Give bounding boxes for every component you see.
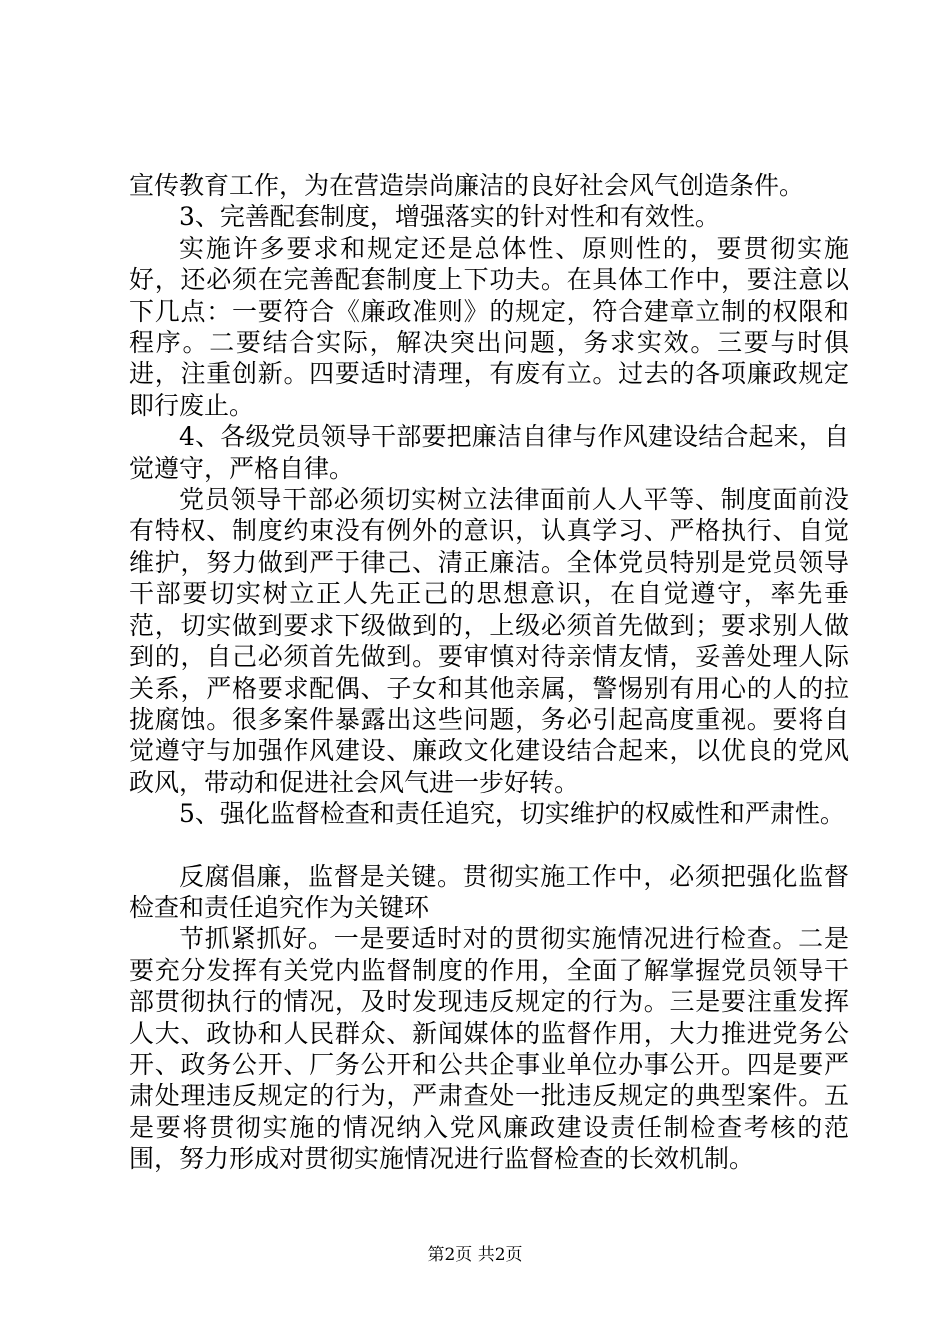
page-number-footer: 第2页 共2页 [427,1245,523,1265]
body-paragraph: 党员领导干部必须切实树立法律面前人人平等、制度面前没有特权、制度约束没有例外的意识，认真学习、严格执行、自觉维护，努力做到严于律己、清正廉洁。全体党员特别是党员领导干部要切实树立正人先正己的思想意识，在自觉遵守，率先垂范，切实做到要求下级做到的，上级必须首先做到；要求别人做到的，自己必须首先做到。要审慎对待亲情友情，妥善处理人际关系，严格要求配偶、子女和其他亲属，警惕别有用心的人的拉拢腐蚀。很多案件暴露出这些问题，务必引起高度重视。要将自觉遵守与加强作风建设、廉政文化建设结合起来，以优良的党风政风，带动和促进社会风气进一步好转。 [129,485,849,797]
body-paragraph: 4、各级党员领导干部要把廉洁自律与作风建设结合起来，自觉遵守，严格自律。 [129,422,849,483]
body-paragraph: 3、完善配套制度，增强落实的针对性和有效性。 [179,202,720,232]
document-body [129,170,849,1175]
body-paragraph: 节抓紧抓好。一是要适时对的贯彻实施情况进行检查。二是要充分发挥有关党内监督制度的作用，全面了解掌握党员领导干部贯彻执行的情况，及时发现违反规定的行为。三是要注重发挥人大、政协和人民群众、新闻媒体的监督作用，大力推进党务公开、政务公开、厂务公开和公共企事业单位办事公开。四是要严肃处理违反规定的行为，严肃查处一批违反规定的典型案件。五是要将贯彻实施的情况纳入党风廉政建设责任制检查考核的范围，努力形成对贯彻实施情况进行监督检查的长效机制。 [129,924,849,1174]
body-paragraph: 反腐倡廉，监督是关键。贯彻实施工作中，必须把强化监督检查和责任追究作为关键环 [129,861,849,922]
body-paragraph: 5、强化监督检查和责任追究，切实维护的权威性和严肃性。 [179,799,845,829]
body-paragraph: 宣传教育工作，为在营造崇尚廉洁的良好社会风气创造条件。 [129,171,805,200]
body-paragraph: 实施许多要求和规定还是总体性、原则性的，要贯彻实施好，还必须在完善配套制度上下功夫。在具体工作中，要注意以下几点：一要符合《廉政准则》的规定，符合建章立制的权限和程序。二要结合实际，解决突出问题，务求实效。三要与时俱进，注重创新。四要适时清理，有废有立。过去的各项廉政规定即行废止。 [129,233,849,420]
